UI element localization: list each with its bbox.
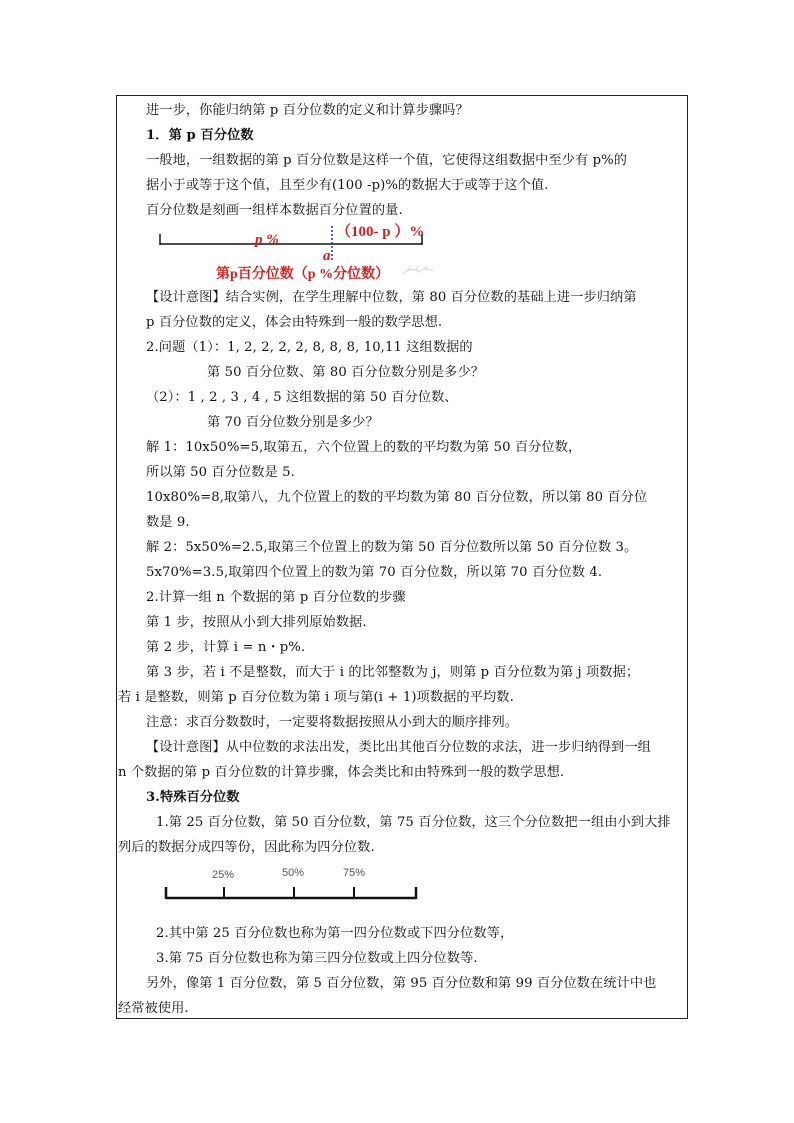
definition-line-2: 据小于或等于这个值，且至少有(100 -p)%的数据大于或等于这个值. bbox=[146, 178, 549, 193]
solution-1-line-4: 数是 9. bbox=[146, 515, 190, 530]
step-3-line-2: 若 i 是整数，则第 p 百分位数为第 i 项与第(i + 1)项数据的平均数. bbox=[118, 690, 514, 705]
definition-line-1: 一般地，一组数据的第 p 百分位数是这样一个值，它使得这组数据中至少有 p%的 bbox=[146, 153, 628, 168]
solution-2-line-2: 5x70%=3.5,取第四个位置上的数为第 70 百分位数，所以第 70 百分位数 4. bbox=[146, 565, 603, 580]
quartile-line-2: 列后的数据分成四等份，因此称为四分位数. bbox=[118, 840, 375, 855]
quartile-line-4: 3.第 75 百分位数也称为第三四分位数或上四分位数等. bbox=[156, 951, 478, 966]
design-intent-1-line-2: p 百分位数的定义，体会由特殊到一般的数学思想. bbox=[146, 315, 443, 330]
intro-question: 进一步，你能归纳第 p 百分位数的定义和计算步骤吗？ bbox=[146, 103, 469, 118]
right-percent-label: （100- p ）% bbox=[336, 224, 425, 240]
other-percentiles-line-2: 经常被使用. bbox=[118, 1001, 189, 1016]
quartile-line-1: 1.第 25 百分位数，第 50 百分位数，第 75 百分位数，这三个分位数把一组由小到大排 bbox=[156, 815, 671, 830]
definition-line-3: 百分位数是刻画一组样本数据百分位置的量. bbox=[146, 203, 403, 218]
tick-label-25: 25% bbox=[212, 869, 235, 881]
step-3-line-1: 第 3 步，若 i 不是整数，而大于 i 的比邻整数为 j，则第 p 百分位数为第 j 项数据； bbox=[146, 665, 640, 680]
left-percent-label: p % bbox=[255, 232, 279, 248]
solution-1-line-2: 所以第 50 百分位数是 5. bbox=[146, 465, 295, 480]
watermark-sprig bbox=[403, 265, 433, 274]
percentile-diagram bbox=[150, 222, 450, 284]
tick-label-50: 50% bbox=[282, 867, 305, 879]
quartile-line-3: 2.其中第 25 百分位数也称为第一四分位数或下四分位数等， bbox=[156, 926, 514, 941]
point-a-label: a bbox=[323, 248, 331, 264]
problem-1-line-2: 第 50 百分位数、第 80 百分位数分别是多少？ bbox=[207, 365, 485, 380]
problem-1-line-1: 2.问题（1）：1, 2, 2, 2, 2, 8, 8, 8, 10,11 这组数据的 bbox=[146, 340, 473, 355]
design-intent-2-line-1: 【设计意图】从中位数的求法出发，类比出其他百分位数的求法，进一步归纳得到一组 bbox=[146, 740, 651, 755]
design-intent-2-line-2: n 个数据的第 p 百分位数的计算步骤，体会类比和由特殊到一般的数学思想. bbox=[118, 765, 565, 780]
steps-heading: 2.计算一组 n 个数据的第 p 百分位数的步骤 bbox=[146, 590, 406, 605]
problem-2-line-1: （2）：1 , 2 , 3 , 4 , 5 这组数据的第 50 百分位数、 bbox=[146, 390, 458, 405]
step-2: 第 2 步，计算 i = n・p%. bbox=[146, 640, 306, 655]
step-1: 第 1 步，按照从小到大排列原始数据. bbox=[146, 615, 367, 630]
problem-2-line-2: 第 70 百分位数分别是多少？ bbox=[207, 415, 379, 430]
percentile-caption: 第p百分位数（p %分位数） bbox=[216, 267, 390, 282]
quartile-diagram bbox=[158, 862, 428, 908]
section-3-heading: 3.特殊百分位数 bbox=[146, 790, 240, 805]
solution-2-line-1: 解 2：5x50%=2.5,取第三个位置上的数为第 50 百分位数所以第 50 百分位数 3。 bbox=[146, 540, 638, 555]
note-line: 注意：求百分数数时，一定要将数据按照从小到大的顺序排列。 bbox=[146, 715, 519, 730]
solution-1-line-1: 解 1：10x50%=5,取第五，六个位置上的数的平均数为第 50 百分位数， bbox=[146, 440, 582, 455]
section-1-heading: 1．第 p 百分位数 bbox=[146, 128, 254, 143]
other-percentiles-line-1: 另外，像第 1 百分位数，第 5 百分位数，第 95 百分位数和第 99 百分位数在统计中也 bbox=[146, 976, 657, 991]
solution-1-line-3: 10x80%=8,取第八，九个位置上的数的平均数为第 80 百分位数，所以第 80 百分位 bbox=[146, 490, 648, 505]
design-intent-1-line-1: 【设计意图】结合实例，在学生理解中位数，第 80 百分位数的基础上进一步归纳第 bbox=[146, 290, 637, 305]
tick-label-75: 75% bbox=[343, 867, 366, 879]
